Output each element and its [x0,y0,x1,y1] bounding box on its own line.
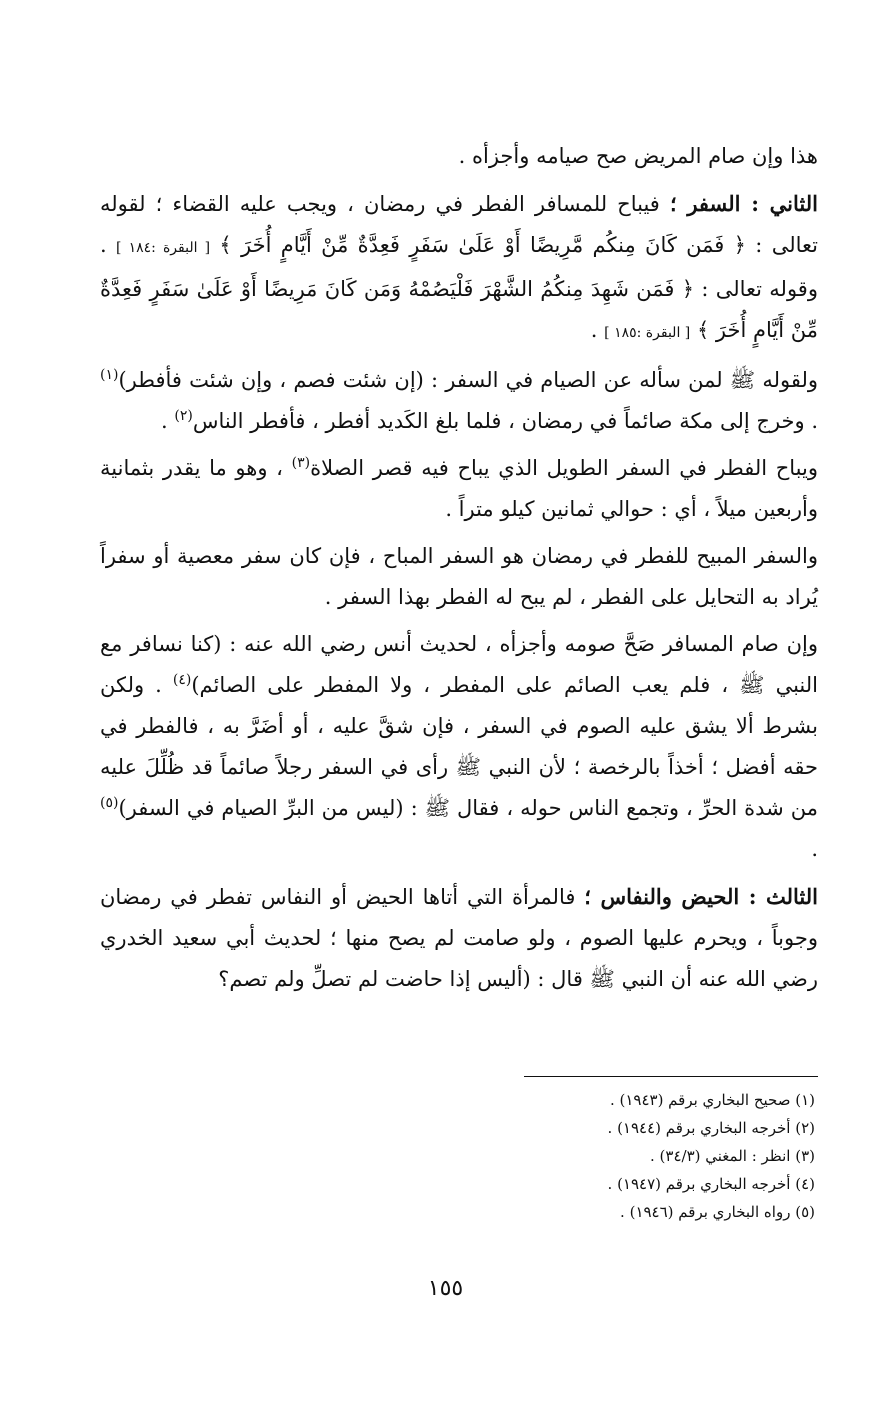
quran-verse-2: ﴿ فَمَن شَهِدَ مِنكُمُ الشَّهْرَ فَلْيَصُمْهُ وَمَن كَانَ مَرِيضًا أَوْ عَلَىٰ سَفَرٍ فَعِدَّةٌ مِّنْ أَيَّامٍ أُخَرَ ﴾ [100,277,818,342]
fasting-traveler-rest: . ولكن بشرط ألا يشق عليه الصوم في السفر ، فإن شقَّ عليه ، أو أضَرَّ به ، فالفطر في حقه أفضل ؛ أخذاً بالرخصة ؛ لأن النبي ﷺ رأى في السفر رجلاً صائماً قد ظُلِّلَ عليه من شدة الحرِّ ، وتجمع الناس حوله ، فقال ﷺ : (ليس من البرِّ الصيام في السفر) [100,673,818,820]
paragraph-long-travel [100,448,818,530]
footnotes [415,1086,815,1226]
footnote-ref-3: (٣) [291,455,311,471]
footnote-4: (٤) أخرجه البخاري برقم (١٩٤٧) . [607,1175,815,1193]
page-number: ١٥٥ [427,1276,464,1301]
long-travel-text: ويباح الفطر في السفر الطويل الذي يباح فيه قصر الصلاة [310,456,818,480]
footnote-divider [524,1076,818,1077]
travel-text: فيباح للمسافر الفطر في رمضان ، ويجب عليه القضاء ؛ لقوله تعالى : [100,192,818,257]
travel-text-2: . وقوله تعالى : [100,233,818,301]
section-heading-travel: الثاني : السفر ؛ [669,191,818,216]
paragraph-menstruation [100,876,818,1000]
paragraph-hadith-travel [100,360,818,442]
section-heading-menstruation: الثالث : الحيض والنفاس ؛ [584,884,818,909]
menstruation-text: فالمرأة التي أتاها الحيض أو النفاس تفطر في رمضان وجوباً ، ويحرم عليها الصوم ، ولو صامت لم يصح منها ؛ لحديث أبي سعيد الخدري رضي الله عنه أن النبي ﷺ قال : (أليس إذا حاضت لم تصلِّ ولم تصم؟ [100,885,818,991]
footnote-ref-2: (٢) [174,408,193,424]
hadith-travel-end: . [160,409,168,433]
footnote-ref-1: (١) [100,367,119,383]
fasting-traveler-end: . [811,837,818,861]
paragraph-fasting-traveler [100,624,818,870]
hadith-travel-text: ولقوله ﷺ لمن سأله عن الصيام في السفر : (إن شئت فصم ، وإن شئت فأفطر) [118,368,818,392]
travel-end: . [590,318,598,342]
fasting-traveler-text: وإن صام المسافر صَحَّ صومه وأجزأه ، لحديث أنس رضي الله عنه : (كنا نسافر مع النبي ﷺ ، فلم يعب الصائم على المفطر ، ولا المفطر على الصائم) [100,632,818,697]
footnote-ref-5: (٥) [100,795,119,811]
paragraph-permitted-travel: والسفر المبيح للفطر في رمضان هو السفر المباح ، فإن كان سفر معصية أو سفراً يُراد به التحايل على الفطر ، لم يبح له الفطر بهذا السفر . [100,544,818,609]
footnote-5: (٥) رواه البخاري برقم (١٩٤٦) . [620,1203,815,1221]
page-body [100,136,818,1000]
footnote-1: (١) صحيح البخاري برقم (١٩٤٣) . [609,1091,815,1109]
hadith-travel-rest: . وخرج إلى مكة صائماً في رمضان ، فلما بلغ الكَديد أفطر ، فأفطر الناس [192,409,818,433]
quran-ref-2: [ البقرة :١٨٥ ] [604,325,691,341]
footnote-2: (٢) أخرجه البخاري برقم (١٩٤٤) . [607,1119,815,1137]
footnote-ref-4: (٤) [172,672,192,688]
quran-ref-1: [ البقرة :١٨٤ ] [116,240,211,256]
paragraph-travel [100,183,818,354]
footnote-3: (٣) انظر : المغني (٣٤/٣) . [650,1147,815,1165]
long-travel-rest: ، وهو ما يقدر بثمانية وأربعين ميلاً ، أي : حوالي ثمانين كيلو متراً . [100,456,818,521]
paragraph-1: هذا وإن صام المريض صح صيامه وأجزأه . [458,144,818,168]
quran-verse-1: ﴿ فَمَن كَانَ مِنكُم مَّرِيضًا أَوْ عَلَىٰ سَفَرٍ فَعِدَّةٌ مِّنْ أَيَّامٍ أُخَرَ ﴾ [219,233,746,257]
